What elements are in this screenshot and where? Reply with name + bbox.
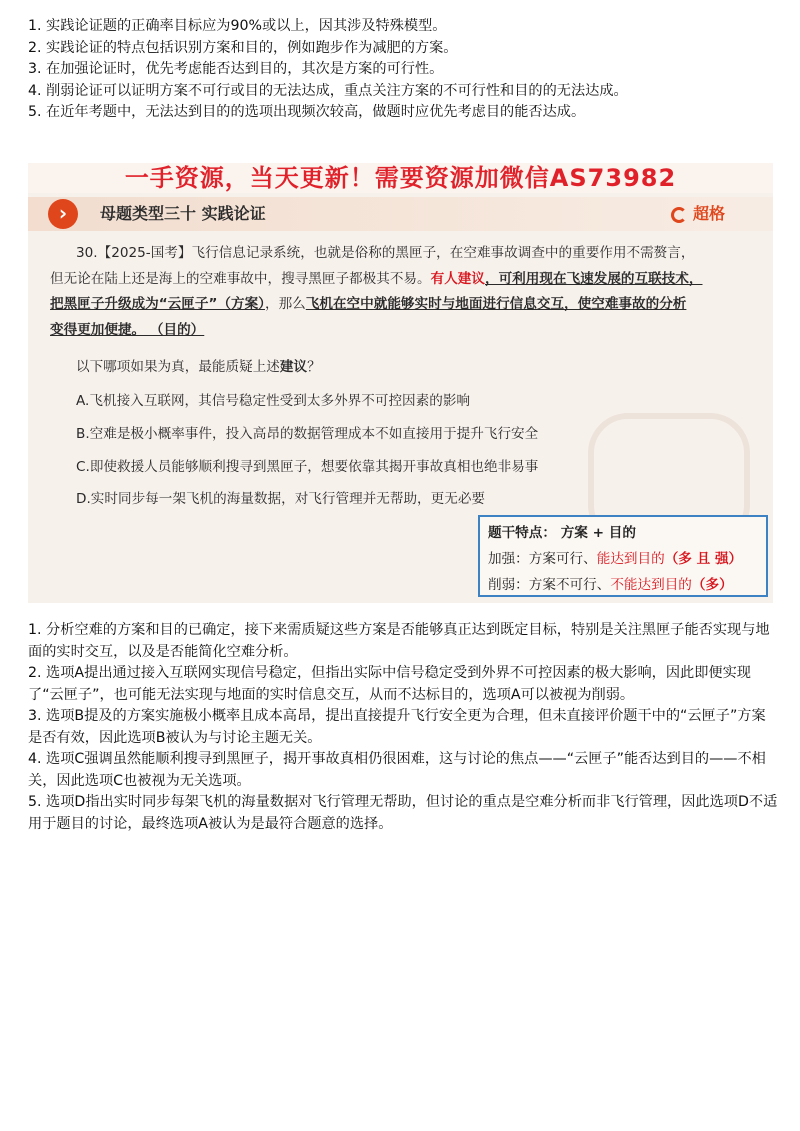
strengthen-rule: [488, 547, 742, 567]
note-line: 2. 选项A提出通过接入互联网实现信号稳定，但指出实际中信号稳定受到外界不可控因素的极大影响，因此即便实现了“云匣子”，也可能无法实现与地面的实时信息交互，从而不达标目的，选项A可以被视为削弱。: [28, 665, 751, 703]
note-line: 3. 在加强论证时，优先考虑能否达到目的，其次是方案的可行性。: [28, 61, 444, 77]
stem-text: ，那么: [264, 296, 306, 312]
note-line: 3. 选项B提及的方案实施极小概率且成本高昂，提出直接提升飞行安全更为合理，但未直接评价题干中的“云匣子”方案是否有效，因此选项B被认为与讨论主题无关。: [28, 708, 766, 746]
rule-emphasis: （多）: [691, 577, 733, 593]
note-line: 5. 在近年考题中，无法达到目的的选项出现频次较高，做题时应优先考虑目的能否达成。: [28, 104, 586, 120]
rule-text: 削弱：方案不可行、: [488, 577, 611, 593]
weaken-rule: [488, 573, 733, 593]
stem-line: [50, 267, 760, 293]
stem-line: [50, 292, 760, 318]
stem-emphasis: ，可利用现在飞速发展的互联技术，: [485, 270, 703, 287]
analysis-notes-bottom: [28, 620, 778, 835]
note-line: 4. 选项C强调虽然能顺利搜寻到黑匣子，揭开事故真相仍很困难，这与讨论的焦点——“云匣子”能否达到目的——不相关，因此选项C也被视为无关选项。: [28, 751, 766, 789]
note-line: 2. 实践论证的特点包括识别方案和目的，例如跑步作为减肥的方案。: [28, 39, 458, 56]
stem-text: 但无论在陆上还是海上的空难事故中，搜寻黑匣子都极其不易。: [50, 270, 431, 287]
prompt-emphasis: 建议: [279, 359, 308, 375]
stem-emphasis: 变得更加便捷。 （目的）: [50, 321, 205, 338]
question-prompt: [76, 355, 321, 375]
brand-logo: [671, 197, 725, 231]
features-title: 题干特点： 方案 + 目的: [488, 525, 636, 541]
rule-highlight: 不能达到目的: [610, 577, 692, 593]
note-line: 1. 分析空难的方案和目的已确定，接下来需质疑这些方案是否能够真正达到既定目标，特别是关注黑匣子能否实现与地面的实时交互，以及是否能简化空难分析。: [28, 622, 770, 660]
brand-g-icon: [671, 207, 687, 223]
option-b: B.空难是极小概率事件，投入高昂的数据管理成本不如直接用于提升飞行安全: [76, 426, 539, 442]
chevron-right-icon: ›: [48, 199, 78, 229]
question-image-card: [28, 163, 773, 603]
note-line: 1. 实践论证题的正确率目标应为90%或以上，因其涉及特殊模型。: [28, 18, 447, 34]
summary-notes-top: [28, 16, 778, 124]
stem-emphasis: 把黑匣子升级成为“云匣子”（方案）: [50, 296, 265, 312]
prompt-text: 以下哪项如果为真，最能质疑上述: [76, 359, 280, 375]
option-a: A.飞机接入互联网，其信号稳定性受到太多外界不可控因素的影响: [76, 393, 471, 409]
rule-highlight: 能达到目的: [596, 551, 665, 567]
rule-text: 加强：方案可行、: [488, 551, 597, 567]
question-type-title: 母题类型三十 实践论证: [100, 204, 266, 223]
stem-emphasis: 飞机在空中就能够实时与地面进行信息交互，使空难事故的分析: [305, 296, 687, 312]
stem-features-box: [478, 515, 768, 597]
note-line: 5. 选项D指出实时同步每架飞机的海量数据对飞行管理无帮助，但讨论的重点是空难分析而非飞行管理，因此选项D不适用于题目的讨论，最终选项A被认为是最符合题意的选择。: [28, 794, 778, 832]
stem-line: [50, 318, 760, 344]
rule-emphasis: （多 且 强）: [664, 551, 743, 567]
question-stem: [50, 241, 760, 343]
brand-name: 超格: [692, 204, 725, 223]
stem-line: 30.【2025-国考】飞行信息记录系统，也就是俗称的黑匣子，在空难事故调查中的重要作用不需赘言，: [76, 245, 695, 261]
note-line: 4. 削弱论证可以证明方案不可行或目的无法达成，重点关注方案的不可行性和目的的无法达成。: [28, 82, 628, 99]
stem-highlight: 有人建议: [430, 270, 485, 287]
prompt-suffix: ？: [307, 359, 321, 375]
resource-banner: 一手资源，当天更新！需要资源加微信AS73982: [28, 163, 773, 193]
option-c: C.即使救援人员能够顺利搜寻到黑匣子，想要依靠其揭开事故真相也绝非易事: [76, 459, 539, 475]
question-type-header: [28, 197, 773, 231]
option-d: D.实时同步每一架飞机的海量数据，对飞行管理并无帮助，更无必要: [76, 491, 486, 507]
